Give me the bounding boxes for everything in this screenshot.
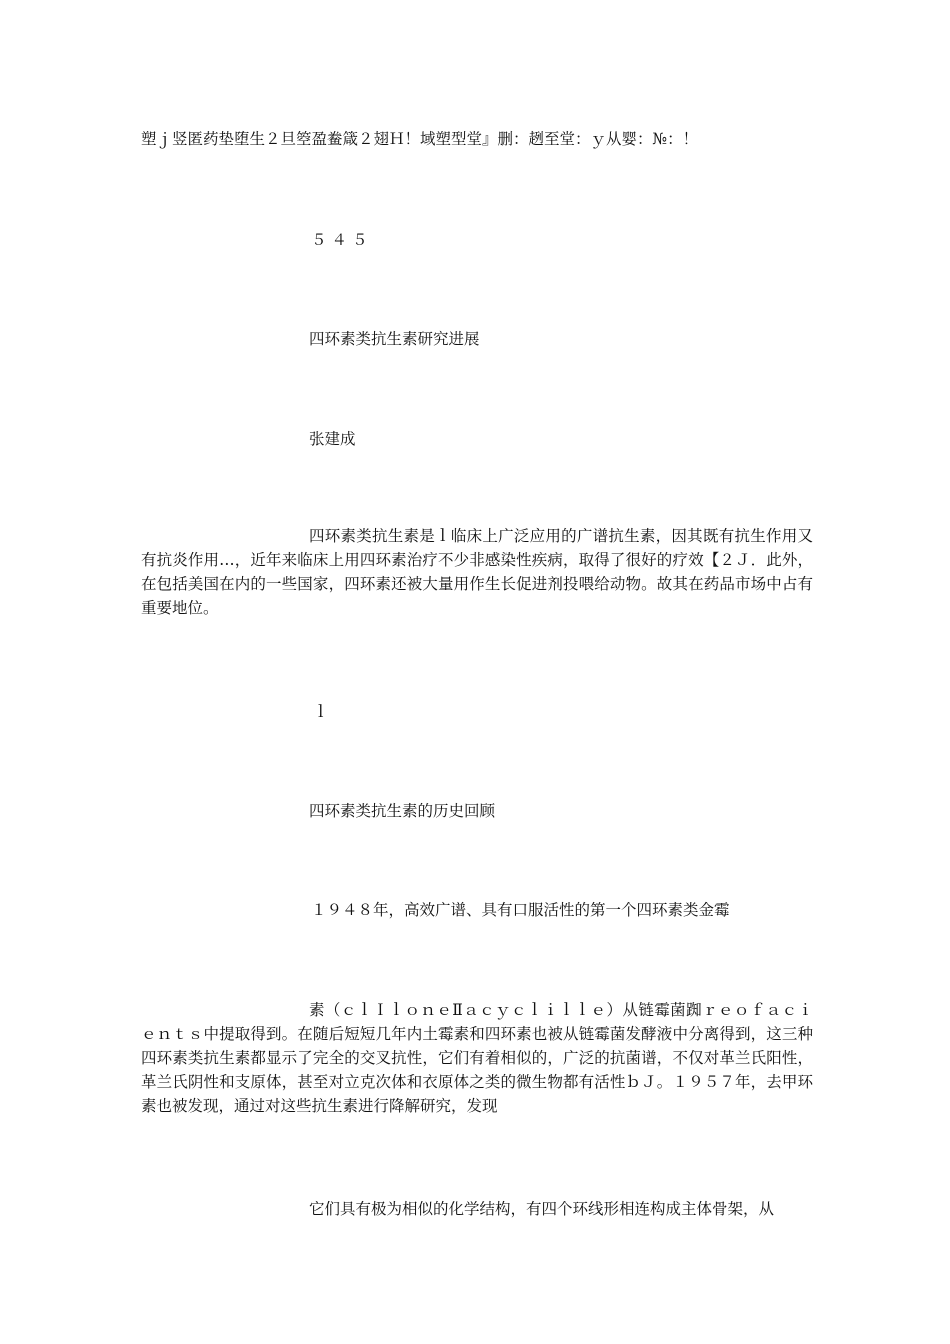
section-number: ｌ bbox=[313, 703, 329, 721]
intro-paragraph: 四环素类抗生素是ｌ临床上广泛应用的广谱抗生素，因其既有抗生作用又有抗炎作用…，近年来临床上用四环素治疗不少非感染性疾病，取得了很好的疗效【２Ｊ．此外，在包括美国在内的一些国家，四环素还被大量用作生长促进剂投喂给动物。故其在药品市场中占有重要地位。 bbox=[141, 527, 813, 617]
history-line: １９４８年，高效广谱、具有口服活性的第一个四环素类金霉 bbox=[311, 901, 730, 919]
page-number: ５４５ bbox=[311, 231, 373, 249]
structure-line: 它们具有极为相似的化学结构，有四个环线形相连构成主体骨架，从 bbox=[309, 1200, 775, 1218]
header-garbled-text: 塑ｊ竖匿药垫堕生２旦箜盈鲞箴２翅Ｈ！域塑型堂』删：趔至堂：ｙ从婴：№：！ bbox=[141, 130, 699, 148]
history-paragraph: 素（ｃｌＩｌｏｎｅⅡａｃｙｃｌｉｌｌｅ）从链霉菌踟ｒｅｏｆａｃｉｅｎｔｓ中提取得到。在随后短短几年内土霉素和四环素也被从链霉菌发酵液中分离得到，这三种四环素类抗生素都显示了完全的交叉抗性，它们有着相似的，广泛的抗菌谱，不仅对革兰氏阳性，革兰氏阴性和支原体，甚至对立克次体和衣原体之类的微生物都有活性ｂＪ。１９５７年，去甲环素也被发现，通过对这些抗生素进行降解研究，发现 bbox=[141, 1001, 813, 1115]
author-name: 张建成 bbox=[309, 430, 356, 448]
section-title: 四环素类抗生素的历史回顾 bbox=[309, 802, 496, 820]
article-title: 四环素类抗生素研究进展 bbox=[309, 330, 480, 348]
